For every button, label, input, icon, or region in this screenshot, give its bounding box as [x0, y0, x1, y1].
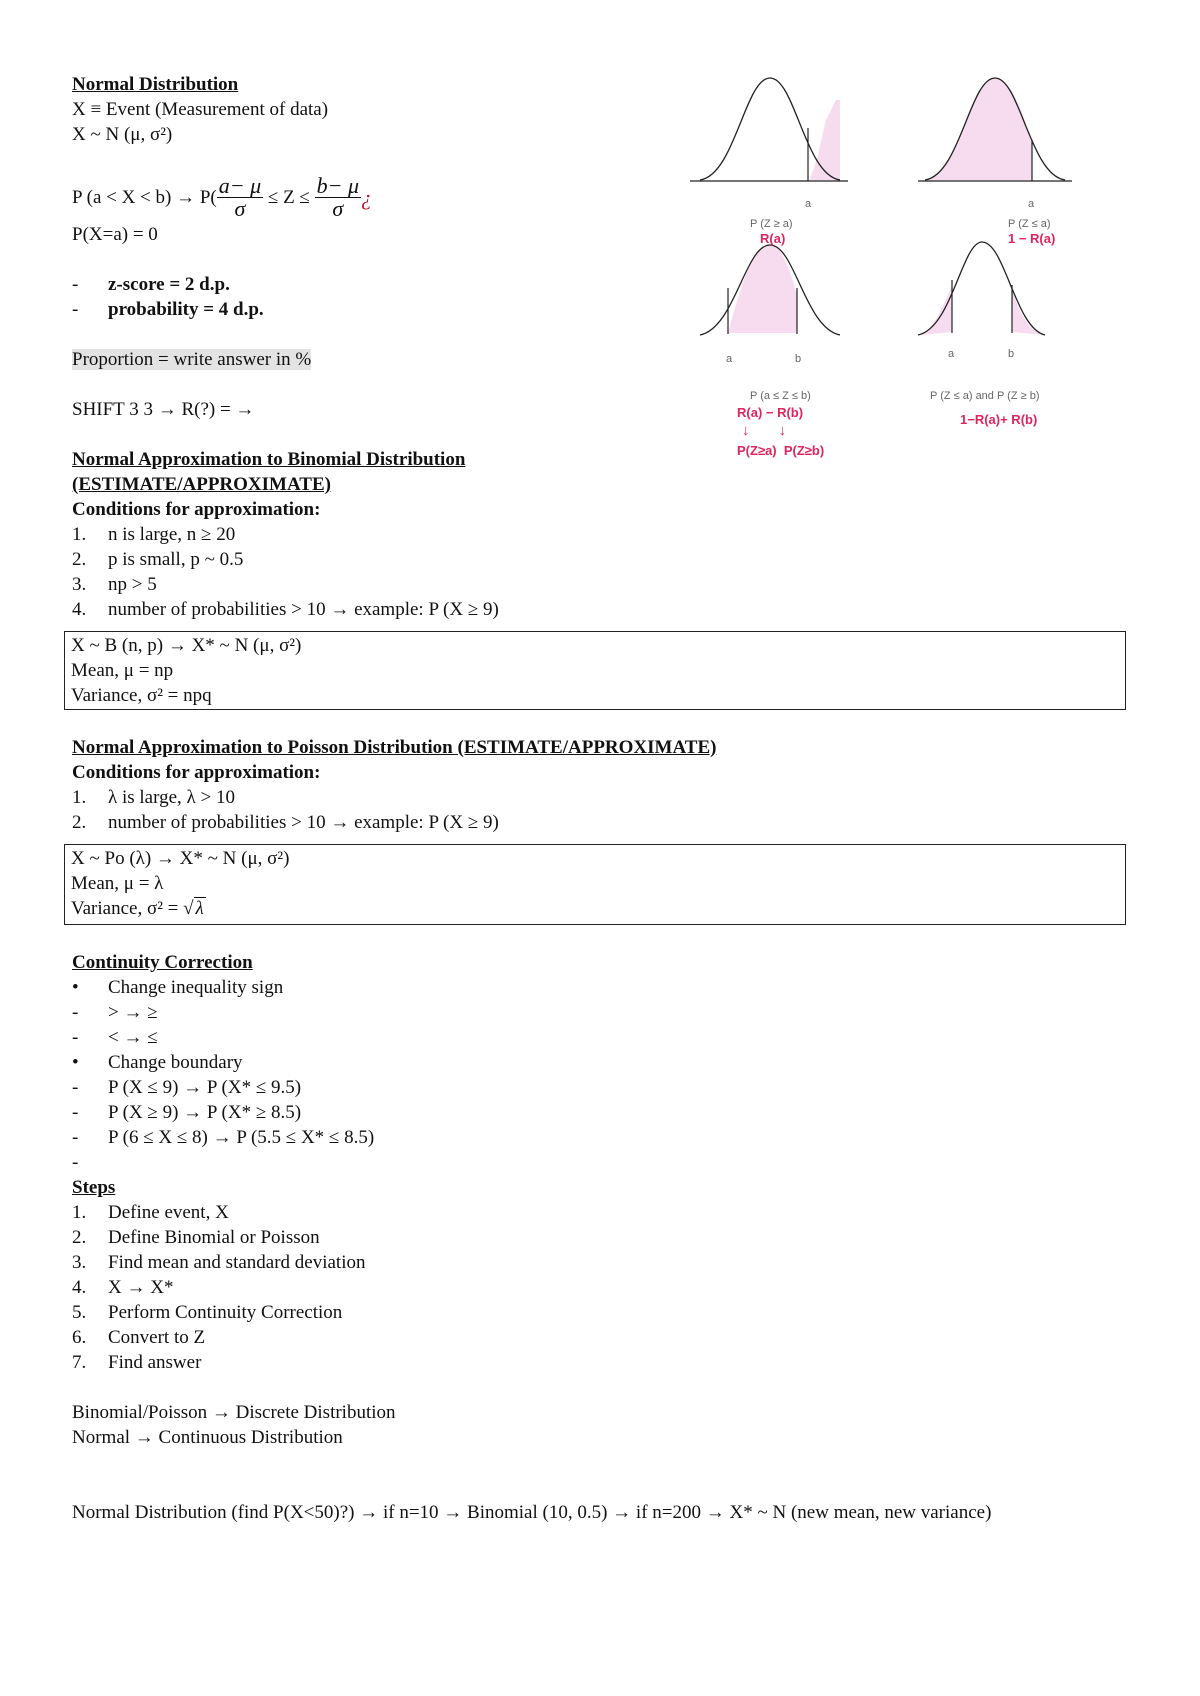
list-item: 2. p is small, p ~ 0.5 — [72, 549, 244, 570]
binomial-approx: X ~ B (n, p) → X* ~ N (μ, σ²) — [71, 635, 302, 656]
list-item: - — [72, 1152, 79, 1173]
curve3-arrows: ↓ ↓ — [742, 422, 787, 439]
poisson-formula-box — [64, 844, 1126, 925]
continuity-list — [72, 975, 1142, 1175]
curve2-tick: a — [1028, 198, 1035, 210]
poisson-variance: Variance, σ² = √ λ — [71, 898, 204, 919]
continuity-heading: Continuity Correction — [72, 952, 253, 973]
binomial-formula-box — [64, 631, 1126, 710]
calculator-shortcut: SHIFT 3 3 → R(?) = → — [72, 399, 255, 420]
probability-prefix: P (a < X < b) → P( — [72, 186, 217, 208]
poisson-approx: X ~ Po (λ) → X* ~ N (μ, σ²) — [71, 848, 290, 869]
list-item: - probability = 4 d.p. — [72, 299, 264, 320]
curve4-tick-b: b — [1008, 348, 1015, 360]
binomial-mean: Mean, μ = np — [71, 660, 174, 681]
sqrt-icon: √ λ — [183, 898, 204, 919]
binomial-heading-sub: (ESTIMATE/APPROXIMATE) — [72, 474, 331, 495]
list-item: 2. Define Binomial or Poisson — [72, 1227, 320, 1248]
curve4-caption: P (Z ≤ a) and P (Z ≥ b) — [930, 390, 1040, 402]
poisson-conditions — [72, 785, 1142, 835]
steps-list — [72, 1200, 1142, 1375]
example-note: Normal Distribution (find P(X<50)?) → if n=10 → Binomial (10, 0.5) → if n=200 → X* ~ N (new mean, new variance) — [72, 1502, 992, 1523]
curve3-caption: P (a ≤ Z ≤ b) — [750, 390, 811, 402]
curve1-caption: P (Z ≥ a) — [750, 218, 793, 230]
continuous-note: Normal → Continuous Distribution — [72, 1427, 343, 1448]
list-item: 3. np > 5 — [72, 574, 157, 595]
list-item: 1. Define event, X — [72, 1202, 229, 1223]
discrete-note: Binomial/Poisson → Discrete Distribution — [72, 1402, 396, 1423]
list-item: 1. λ is large, λ > 10 — [72, 787, 235, 808]
steps-heading: Steps — [72, 1177, 116, 1198]
red-glyph: ¿ — [361, 184, 372, 210]
list-item: 4. number of probabilities > 10 → example: P (X ≥ 9) — [72, 599, 499, 620]
proportion-note: Proportion = write answer in % — [72, 349, 312, 370]
fraction-a: $\frac{a- \mu}{\sigma}$ — [218, 172, 262, 221]
curve2-pink: 1 − R(a) — [1008, 231, 1056, 246]
list-item: 5. Perform Continuity Correction — [72, 1302, 343, 1323]
binomial-conditions-title: Conditions for approximation: — [72, 499, 321, 520]
list-item: 6. Convert to Z — [72, 1327, 206, 1348]
curve3-pink-sub: P(Z≥a) P(Z≥b) — [737, 443, 825, 458]
list-item: - z-score = 2 d.p. — [72, 274, 230, 295]
curve-left-area — [918, 78, 1072, 181]
list-item: • Change boundary — [72, 1052, 243, 1073]
binomial-variance: Variance, σ² = npq — [71, 685, 212, 706]
list-item: 4. X → X* — [72, 1277, 174, 1298]
list-item: - > → ≥ — [72, 1002, 158, 1023]
binomial-conditions — [72, 522, 1142, 622]
list-item: 2. number of probabilities > 10 → example: P (X ≥ 9) — [72, 812, 499, 833]
list-item: - < → ≤ — [72, 1027, 158, 1048]
poisson-mean: Mean, μ = λ — [71, 873, 164, 894]
normal-notation: X ~ N (μ, σ²) — [72, 124, 173, 145]
curve4-tick-a: a — [948, 348, 955, 360]
list-item: - P (6 ≤ X ≤ 8) → P (5.5 ≤ X* ≤ 8.5) — [72, 1127, 375, 1148]
normal-curves-figure — [690, 70, 1130, 490]
curve2-caption: P (Z ≤ a) — [1008, 218, 1051, 230]
list-item: 1. n is large, n ≥ 20 — [72, 524, 236, 545]
poisson-heading: Normal Approximation to Poisson Distribution (ESTIMATE/APPROXIMATE) — [72, 737, 717, 758]
curve3-tick-b: b — [795, 353, 802, 365]
curve4-pink: 1−R(a)+ R(b) — [960, 412, 1038, 427]
curve3-pink: R(a) − R(b) — [737, 405, 804, 420]
z-between: ≤ Z ≤ — [263, 186, 315, 208]
curve-right-tail — [690, 78, 848, 181]
curve1-pink: R(a) — [760, 231, 786, 246]
list-item: 7. Find answer — [72, 1352, 202, 1373]
binomial-heading: Normal Approximation to Binomial Distribution — [72, 449, 466, 470]
normal-heading: Normal Distribution — [72, 74, 239, 95]
poisson-conditions-title: Conditions for approximation: — [72, 762, 321, 783]
point-probability: P(X=a) = 0 — [72, 224, 158, 245]
curve3-tick-a: a — [726, 353, 733, 365]
curve-middle-area — [700, 245, 840, 335]
list-item: - P (X ≥ 9) → P (X* ≥ 8.5) — [72, 1102, 302, 1123]
list-item: - P (X ≤ 9) → P (X* ≤ 9.5) — [72, 1077, 302, 1098]
curve1-tick: a — [805, 198, 812, 210]
curve-two-tails — [918, 242, 1045, 335]
list-item: • Change inequality sign — [72, 977, 284, 998]
list-item: 3. Find mean and standard deviation — [72, 1252, 366, 1273]
event-definition: X ≡ Event (Measurement of data) — [72, 99, 329, 120]
fraction-b: $\frac{b- \mu}{\sigma}$ — [316, 172, 359, 221]
